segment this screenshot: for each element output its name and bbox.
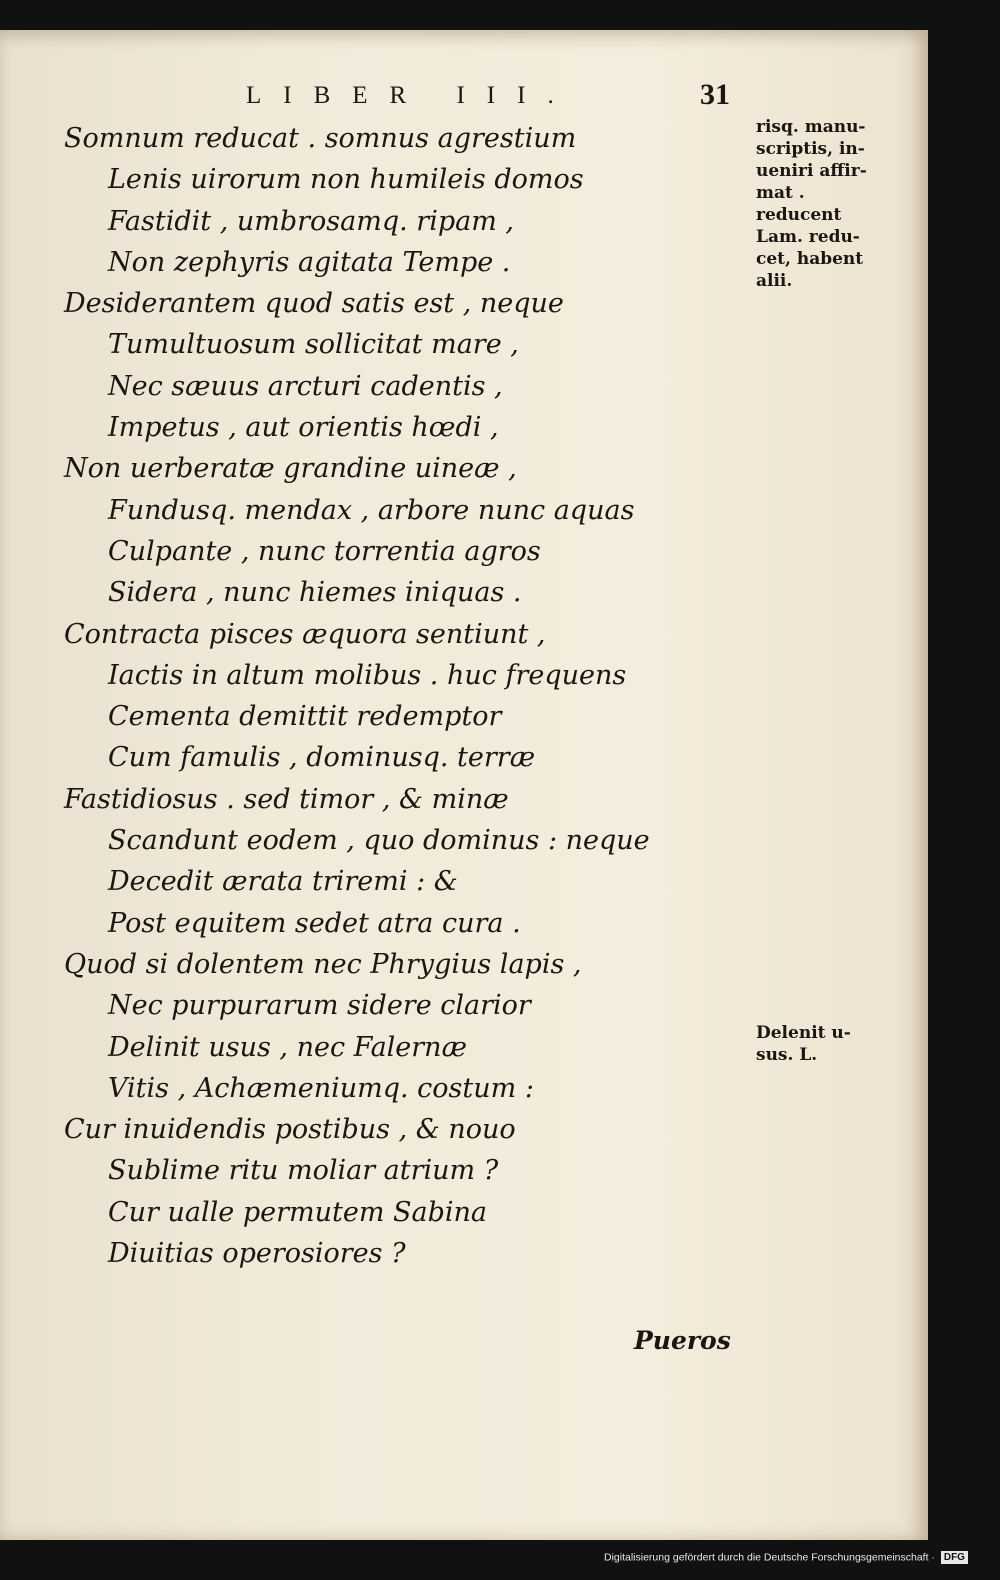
- verse-block: [0, 118, 700, 1274]
- margin-note-line: scriptis, in-: [756, 139, 865, 159]
- catchword: Pueros: [634, 1326, 731, 1355]
- verse-line: Fundusq. mendax , arbore nunc aquas: [108, 494, 635, 526]
- verse-line: Sidera , nunc hiemes iniquas .: [108, 577, 522, 609]
- verse-line: Impetus , aut orientis hœdi ,: [108, 412, 499, 444]
- verse-line: Non uerberatæ grandine uineæ ,: [64, 453, 517, 485]
- book-page: [0, 30, 928, 1540]
- verse-line: Non zephyris agitata Tempe .: [108, 246, 511, 278]
- verse-line: Fastidiosus . sed timor , & minæ: [64, 783, 509, 815]
- verse-line: Decedit ærata triremi : &: [108, 866, 458, 898]
- verse-line: Culpante , nunc torrentia agros: [108, 535, 541, 567]
- verse-line: Nec sæuus arcturi cadentis ,: [108, 370, 503, 402]
- verse-line: Cementa demittit redemptor: [108, 701, 502, 733]
- verse-line: Cum famulis , dominusq. terræ: [108, 742, 536, 774]
- verse-line: Iactis in altum molibus . huc frequens: [108, 659, 627, 691]
- verse-line: Desiderantem quod satis est , neque: [64, 288, 564, 320]
- verse-line: Scandunt eodem , quo dominus : neque: [108, 825, 650, 857]
- footer-text: Digitalisierung gefördert durch die Deutsche Forschungsgemeinschaft ·: [604, 1551, 935, 1564]
- verse-line: Delinit usus , nec Falernæ: [108, 1031, 467, 1063]
- margin-note-line: sus. L.: [756, 1045, 818, 1065]
- margin-note-line: cet, habent: [756, 249, 864, 269]
- verse-line: Tumultuosum sollicitat mare ,: [108, 329, 519, 361]
- verse-line: Post equitem sedet atra cura .: [108, 907, 521, 939]
- running-head: LIBER III.: [246, 82, 576, 109]
- margin-note-line: ueniri affir-: [756, 161, 867, 181]
- verse-line: Vitis , Achæmeniumq. costum :: [108, 1072, 534, 1104]
- verse-line: Lenis uirorum non humileis domos: [108, 164, 584, 196]
- verse-line: Sublime ritu moliar atrium ?: [108, 1155, 499, 1187]
- margin-note: [756, 116, 896, 292]
- verse-line: Somnum reducat . somnus agrestium: [64, 123, 577, 154]
- verse-line: Cur inuidendis postibus , & nouo: [64, 1114, 516, 1146]
- margin-note-line: risq. manu-: [756, 117, 866, 137]
- verse-line: Fastidit , umbrosamq. ripam ,: [108, 205, 514, 237]
- dfg-logo-icon: DFG: [941, 1551, 968, 1564]
- margin-note-line: mat .: [756, 183, 805, 203]
- verse-line: Quod si dolentem nec Phrygius lapis ,: [64, 948, 582, 980]
- margin-note-line: alii.: [756, 271, 793, 291]
- page-number: 31: [700, 78, 730, 111]
- verse-line: Diuitias operosiores ?: [108, 1238, 406, 1270]
- margin-note: [756, 1022, 896, 1066]
- margin-note-line: Lam. redu-: [756, 227, 860, 247]
- verse-line: Nec purpurarum sidere clarior: [108, 990, 531, 1022]
- margin-note-line: reducent: [756, 205, 842, 225]
- verse-line: Contracta pisces æquora sentiunt ,: [64, 618, 546, 650]
- margin-note-line: Delenit u-: [756, 1023, 851, 1043]
- digitization-footer: [604, 1551, 968, 1564]
- verse-line: Cur ualle permutem Sabina: [108, 1196, 488, 1228]
